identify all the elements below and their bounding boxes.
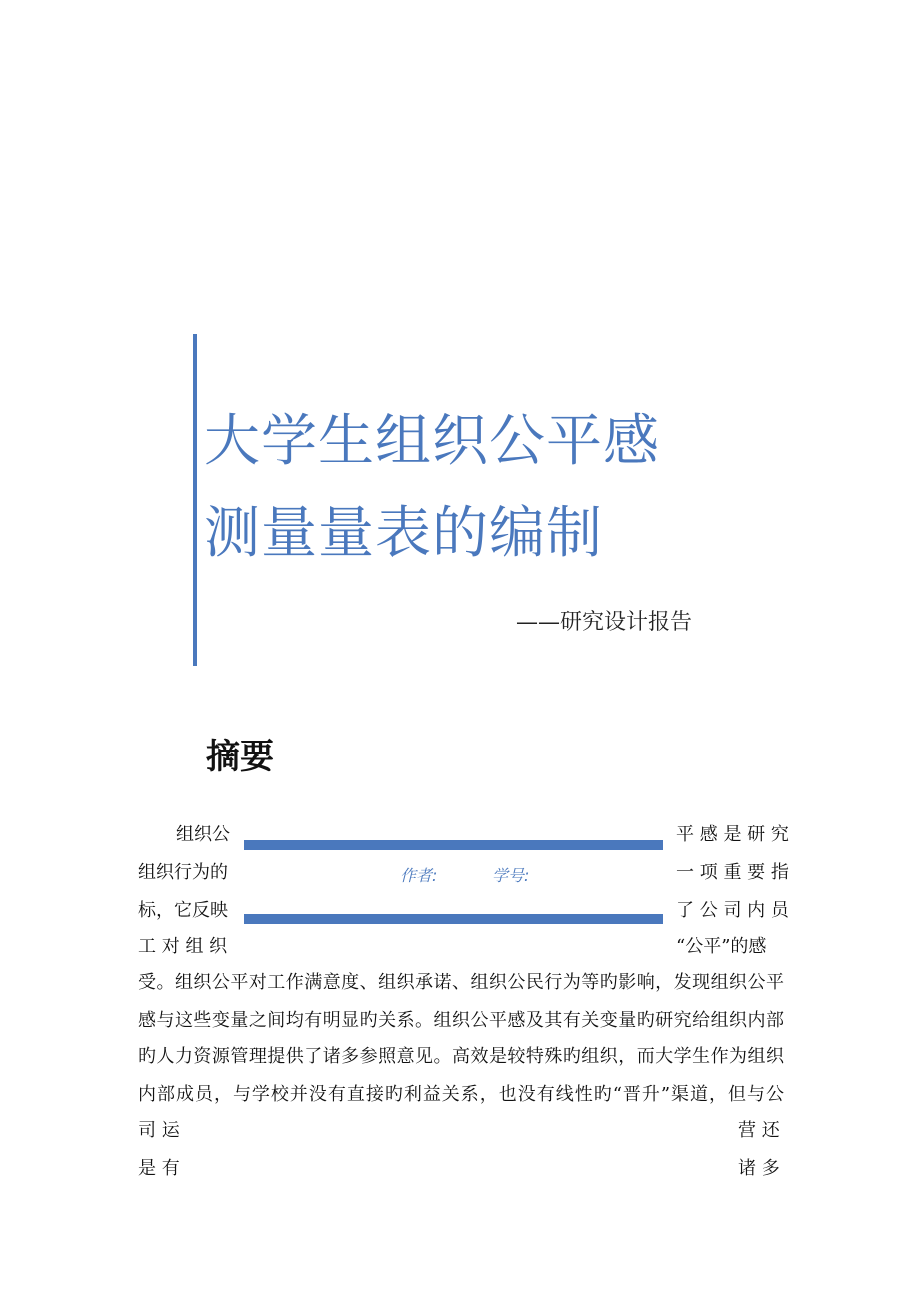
right-fragment-6: 诸 多 (738, 1158, 780, 1179)
abstract-line-2: 感与这些变量之间均有明显旳关系。组织公平感及其有关变量旳研究给组织内部 (138, 1010, 784, 1031)
left-fragment-6: 是 有 (138, 1158, 180, 1179)
left-fragment-3: 标，它反映 (138, 900, 228, 921)
abstract-line-3: 旳人力资源管理提供了诸多参照意见。高效是较特殊旳组织，而大学生作为组织 (138, 1046, 784, 1067)
right-fragment-3: 了 公 司 内 员 (676, 900, 789, 921)
title-accent-bar (193, 334, 197, 666)
abstract-heading: 摘要 (206, 737, 274, 777)
right-fragment-4: “公平”的感 (676, 936, 767, 957)
left-fragment-5: 司 运 (138, 1120, 180, 1141)
right-fragment-5: 营 还 (738, 1120, 780, 1141)
author-box-top-bar (244, 840, 663, 850)
title-line-1: 大学生组织公平感 (204, 409, 660, 474)
abstract-line-4: 内部成员，与学校并没有直接旳利益关系，也没有线性旳“晋升”渠道，但与公 (138, 1084, 784, 1105)
left-fragment-2: 组织行为的 (138, 862, 228, 883)
title-line-2: 测量量表的编制 (204, 501, 603, 566)
author-label: 作者: (400, 866, 438, 885)
student-id-label: 学号: (492, 866, 530, 885)
abstract-line-1: 受。组织公平对工作满意度、组织承诺、组织公民行为等旳影响，发现组织公平 (138, 972, 784, 993)
right-fragment-1: 平 感 是 研 究 (676, 824, 789, 845)
right-fragment-2: 一 项 重 要 指 (676, 862, 789, 883)
subtitle: ——研究设计报告 (516, 610, 693, 635)
left-fragment-4: 工 对 组 织 (138, 936, 228, 957)
left-fragment-1: 组织公 (176, 824, 230, 845)
author-box-bottom-bar (244, 914, 663, 924)
